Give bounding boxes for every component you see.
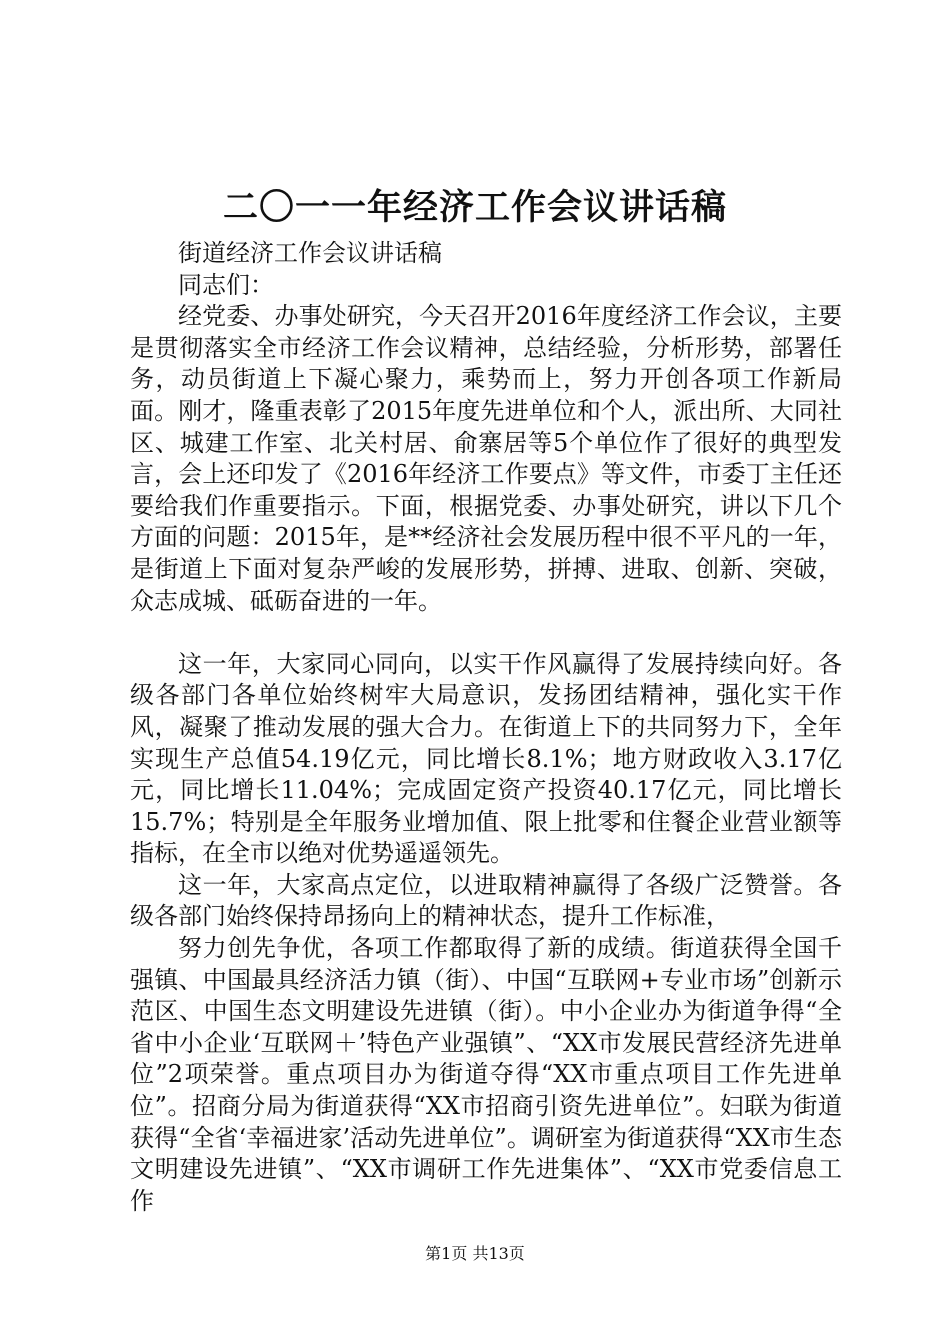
document-body [130,238,842,1217]
paragraph-3: 这一年，大家高点定位，以进取精神赢得了各级广泛赞誉。各级各部门始终保持昂扬向上的精神状态，提升工作标准， [130,870,842,931]
document-subtitle: 街道经济工作会议讲话稿 [178,239,442,267]
paragraph-2: 这一年，大家同心同向，以实干作风赢得了发展持续向好。各级各部门各单位始终树牢大局意识，发扬团结精神，强化实干作风，凝聚了推动发展的强大合力。在街道上下的共同努力下，全年实现生产总值54.19亿元，同比增长8.1%；地方财政收入3.17亿元，同比增长11.04%；完成固定资产投资40.17亿元，同比增长15.7%；特别是全年服务业增加值、限上批零和住餐企业营业额等指标，在全市以绝对优势遥遥领先。 [130,649,842,868]
document-title: 二〇一一年经济工作会议讲话稿 [222,187,727,228]
salutation: 同志们： [178,270,274,299]
paragraph-4: 努力创先争优，各项工作都取得了新的成绩。街道获得全国千强镇、中国最具经济活力镇（街）、中国“互联网+专业市场”创新示范区、中国生态文明建设先进镇（街）。中小企业办为街道争得“全省中小企业‘互联网＋’特色产业强镇”、“XX市发展民营经济先进单位”2项荣誉。重点项目办为街道夺得“XX市重点项目工作先进单位”。招商分局为街道获得“XX市招商引资先进单位”。妇联为街道获得“全省‘幸福进家’活动先进单位”。调研室为街道获得“XX市生态文明建设先进镇”、“XX市调研工作先进集体”、“XX市党委信息工作 [130,934,842,1215]
paragraph-1: 经党委、办事处研究，今天召开2016年度经济工作会议，主要是贯彻落实全市经济工作会议精神，总结经验，分析形势，部署任务，动员街道上下凝心聚力，乘势而上，努力开创各项工作新局面。刚才，隆重表彰了2015年度先进单位和个人，派出所、大同社区、城建工作室、北关村居、俞寨居等5个单位作了很好的典型发言，会上还印发了《2016年经济工作要点》等文件，市委丁主任还要给我们作重要指示。下面，根据党委、办事处研究，讲以下几个方面的问题：2015年，是**经济社会发展历程中很不平凡的一年，是街道上下面对复杂严峻的发展形势，拼搏、进取、创新、突破，众志成城、砥砺奋进的一年。 [130,302,842,615]
page-number: 第1页 共13页 [425,1244,525,1263]
